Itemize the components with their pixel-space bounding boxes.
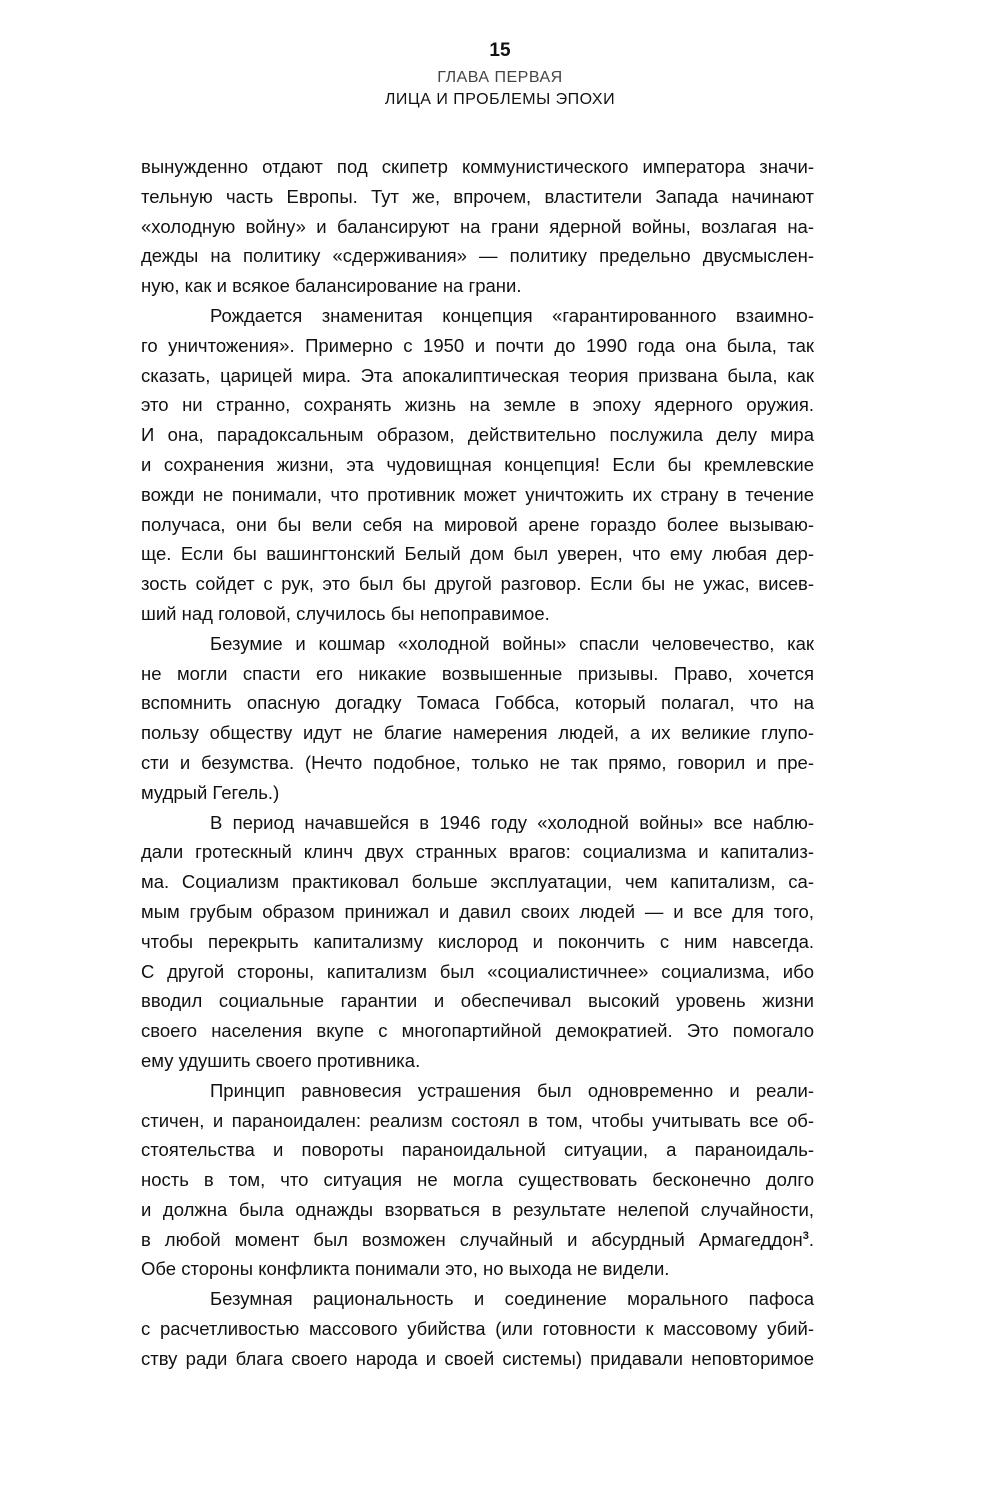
text-line: чтобы перекрыть капитализму кислород и покончить с ним навсегда.	[141, 930, 814, 952]
chapter-title: ЛИЦА И ПРОБЛЕМЫ ЭПОХИ	[384, 91, 616, 108]
page-number: 15	[489, 40, 511, 61]
paragraph-2	[141, 301, 814, 629]
text-line: это ни странно, сохранять жизнь на земле в эпоху ядерного оружия.	[141, 394, 814, 416]
text-line: дежды на политику «сдерживания» — политику предельно двусмыслен-	[141, 245, 814, 267]
text-line: ще. Если бы вашингтонский Белый дом был уверен, что ему любая дер-	[141, 543, 814, 565]
text-line: и должна была однажды взорваться в результате нелепой случайности,	[141, 1198, 814, 1220]
paragraph-4	[141, 808, 814, 1076]
text-line: не могли спасти его никакие возвышенные призывы. Право, хочется	[141, 662, 814, 684]
text-line: ству ради блага своего народа и своей системы) придавали неповторимое	[141, 1347, 814, 1369]
paragraph-3	[141, 629, 814, 808]
text-line: Принцип равновесия устрашения был одновременно и реали-	[210, 1079, 814, 1101]
text-line: ему удушить своего противника.	[141, 1049, 421, 1071]
text-line: ший над головой, случилось бы непоправимое.	[141, 602, 550, 624]
text-line: Безумие и кошмар «холодной войны» спасли человечество, как	[210, 632, 814, 654]
footnote-tail: .	[808, 1228, 814, 1250]
paragraph-6	[141, 1284, 814, 1373]
text-line: стоятельства и повороты параноидальной ситуации, а параноидаль-	[141, 1139, 814, 1161]
text-line: пользу обществу идут не благие намерения людей, а их великие глупо-	[141, 722, 814, 744]
text-line: тельную часть Европы. Тут же, впрочем, властители Запада начинают	[141, 185, 814, 207]
text-line: сказать, царицей мира. Эта апокалиптическая теория призвана была, как	[141, 364, 814, 386]
text-line: В период начавшейся в 1946 году «холодной войны» все наблю-	[210, 811, 814, 833]
paragraph-5	[141, 1076, 814, 1285]
text-line: вожди не понимали, что противник может уничтожить их страну в течение	[141, 483, 814, 505]
text-line: И она, парадоксальным образом, действительно послужила делу мира	[141, 424, 814, 446]
text-line: получаса, они бы вели себя на мировой арене гораздо более вызываю-	[141, 513, 814, 535]
text-line: ность в том, что ситуация не могла существовать бесконечно долго	[141, 1169, 814, 1191]
text-line: зость сойдет с рук, это был бы другой разговор. Если бы не ужас, висев-	[141, 573, 814, 595]
text-line: «холодную войну» и балансируют на грани ядерной войны, возлагая на-	[141, 215, 814, 237]
text-line	[141, 1225, 814, 1255]
text-line: стичен, и параноидален: реализм состоял в том, чтобы учитывать все об-	[141, 1109, 814, 1131]
text-line: ма. Социализм практиковал больше эксплуатации, чем капитализм, са-	[141, 871, 814, 893]
text-line: С другой стороны, капитализм был «социалистичнее» социализма, ибо	[141, 960, 814, 982]
text-line: Безумная рациональность и соединение морального пафоса	[210, 1288, 814, 1310]
text-line: своего населения вкупе с многопартийной демократией. Это помогало	[141, 1020, 814, 1042]
text-line: вспомнить опасную догадку Томаса Гоббса, который полагал, что на	[141, 692, 814, 714]
footnote-marker[interactable]: 3	[802, 1229, 809, 1242]
text-line: мудрый Гегель.)	[141, 781, 280, 803]
chapter-label: ГЛАВА ПЕРВАЯ	[437, 69, 563, 86]
text-line: Обе стороны конфликта понимали это, но выхода не видели.	[141, 1258, 670, 1280]
text-line-content: в любой момент был возможен случайный и абсурдный Армагеддон	[141, 1228, 803, 1250]
text-line: вынужденно отдают под скипетр коммунистического императора значи-	[141, 156, 814, 177]
paragraph-1	[141, 152, 814, 301]
text-line: ную, как и всякое балансирование на грани.	[141, 275, 522, 297]
text-line: мым грубым образом принижал и давил своих людей — и все для того,	[141, 900, 814, 922]
text-line: и сохранения жизни, эта чудовищная концепция! Если бы кремлевские	[141, 453, 814, 475]
text-line: Рождается знаменитая концепция «гарантированного взаимно-	[210, 304, 814, 326]
text-line: го уничтожения». Примерно с 1950 и почти до 1990 года она была, так	[141, 334, 814, 356]
text-line: с расчетливостью массового убийства (или готовности к массовому убий-	[141, 1318, 814, 1340]
text-line: дали гротескный клинч двух странных врагов: социализма и капитализ-	[141, 841, 814, 863]
text-line: вводил социальные гарантии и обеспечивал высокий уровень жизни	[141, 990, 814, 1012]
text-line: сти и безумства. (Нечто подобное, только не так прямо, говорил и пре-	[141, 751, 814, 773]
body-text	[141, 152, 814, 1374]
